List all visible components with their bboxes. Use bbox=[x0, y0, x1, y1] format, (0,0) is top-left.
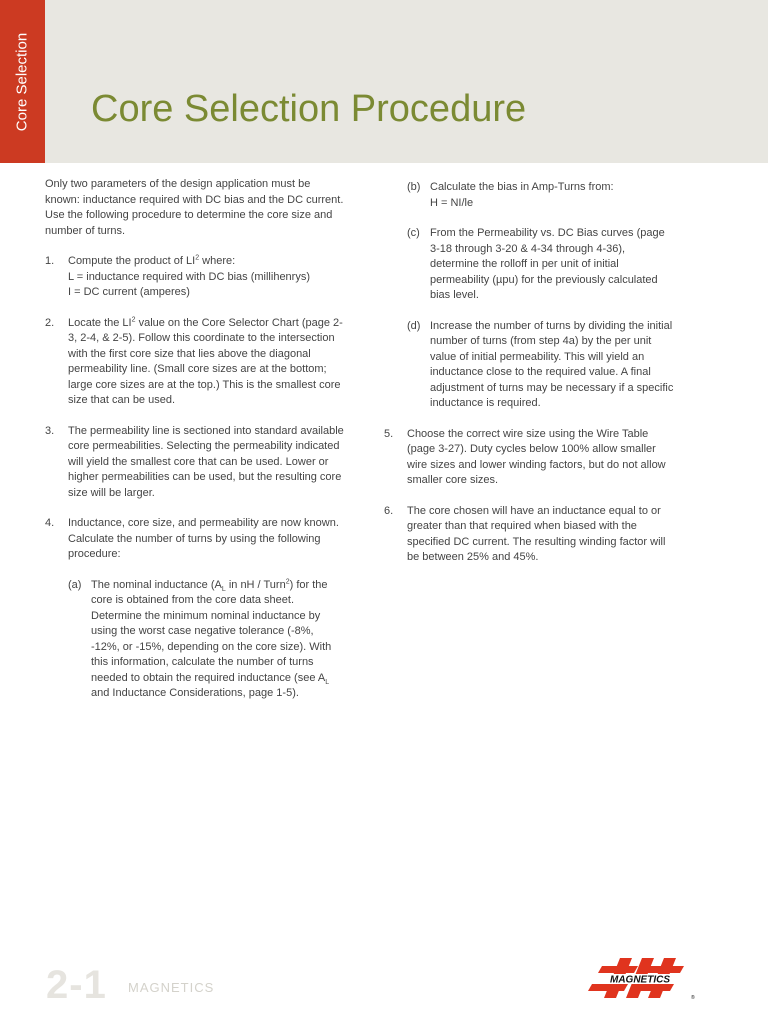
text-part: in nH / Turn bbox=[225, 578, 286, 591]
substep-label: (d) bbox=[407, 319, 421, 332]
step-number: 4. bbox=[45, 517, 55, 529]
step-number: 2. bbox=[45, 316, 55, 329]
step-2 bbox=[45, 316, 345, 409]
step-6 bbox=[384, 504, 674, 566]
step-number: 6. bbox=[384, 504, 394, 517]
substep-text: Calculate the bias in Amp-Turns from: bbox=[430, 181, 614, 193]
magnetics-logo bbox=[580, 958, 700, 1000]
step-line: L = inductance required with DC bias (millihenrys) bbox=[68, 270, 310, 283]
step-number: 5. bbox=[384, 427, 394, 440]
step-4c bbox=[384, 226, 674, 304]
step-number: 1. bbox=[45, 255, 55, 267]
formula: H = NI/le bbox=[430, 196, 474, 209]
step-text-part: Locate the LI bbox=[68, 316, 132, 329]
superscript: 2 bbox=[131, 315, 136, 323]
subscript: L bbox=[325, 678, 330, 686]
intro-paragraph: Only two parameters of the design application must be known: inductance required with DC bias and the DC current. Use the following procedure to determine the core size and number of turns. bbox=[45, 178, 344, 237]
step-text bbox=[68, 316, 345, 409]
section-tab bbox=[0, 0, 45, 163]
registered-mark: ® bbox=[691, 995, 695, 1000]
step-text-part: value on the Core Selector Chart (page 2-3, 2-4, & 2-5). Follow this coordinate to the intersection with the first core size that lies above the diagonal permeability line. (Small core sizes are at the bottom; large core sizes are at the top.) This is the smallest core size that can be used. bbox=[68, 316, 343, 406]
page-header bbox=[0, 0, 768, 163]
substep-label: (c) bbox=[407, 227, 420, 239]
step-5 bbox=[384, 427, 674, 489]
step-text bbox=[68, 254, 345, 270]
substep-label: (a) bbox=[68, 578, 82, 591]
step-4 bbox=[45, 516, 345, 702]
text-part: The nominal inductance (A bbox=[91, 578, 222, 591]
step-text-part: where: bbox=[199, 255, 236, 267]
page-title: Core Selection Procedure bbox=[91, 88, 527, 130]
substep-text: From the Permeability vs. DC Bias curves (page 3-18 through 3-20 & 4-34 through 4-36), determine the rolloff in per unit of initial permeability (µpu) for the previously calculated bias level. bbox=[430, 227, 665, 301]
step-line: I = DC current (amperes) bbox=[68, 286, 190, 298]
step-text-part: Compute the product of LI bbox=[68, 255, 196, 267]
left-column bbox=[45, 177, 345, 717]
logo-wordmark: MAGNETICS bbox=[610, 974, 670, 986]
step-number: 3. bbox=[45, 424, 55, 437]
page-number: 2-1 bbox=[46, 963, 107, 1007]
text-part: ) for the core is obtained from the core data sheet. Determine the minimum nominal inductance by using the worst case negative tolerance (-8%, -12%, or -15%, depending on the core size). With this information, calculate the number of turns needed to obtain the required inductance (see A bbox=[91, 578, 332, 684]
step-text: The permeability line is sectioned into standard available core permeabilities. Selecting the permeability indicated will yield the smallest core that can be used. Lower or higher permeabilities can be used, but the resulting core size will be larger. bbox=[68, 424, 344, 499]
superscript: 2 bbox=[195, 254, 200, 262]
subscript: L bbox=[221, 585, 226, 593]
text-part: and Inductance Considerations, page 1-5). bbox=[91, 687, 299, 699]
step-4b bbox=[384, 180, 674, 211]
step-text: Inductance, core size, and permeability are now known. Calculate the number of turns by using the following procedure: bbox=[68, 517, 339, 560]
section-tab-label: Core Selection bbox=[13, 32, 31, 132]
step-text: The core chosen will have an inductance equal to or greater than that required when biased with the specified DC current. The resulting winding factor will be between 25% and 45%. bbox=[407, 504, 666, 563]
substep-text bbox=[91, 578, 345, 702]
step-4a bbox=[68, 578, 345, 702]
step-1 bbox=[45, 254, 345, 301]
footer-brand: MAGNETICS bbox=[128, 980, 215, 995]
step-4d bbox=[384, 319, 674, 412]
substep-text: Increase the number of turns by dividing the initial number of turns (from step 4a) by the per unit value of initial permeability. This will yield an inductance close to the required value. A final adjustment of turns may be necessary if a specific inductance is required. bbox=[430, 319, 674, 409]
right-column bbox=[384, 180, 674, 581]
substep-label: (b) bbox=[407, 181, 421, 193]
superscript: 2 bbox=[285, 577, 290, 585]
step-text: Choose the correct wire size using the Wire Table (page 3-27). Duty cycles below 100% allow smaller wire sizes and lower winding factors, but do not allow smaller core sizes. bbox=[407, 427, 666, 486]
step-3 bbox=[45, 424, 345, 502]
